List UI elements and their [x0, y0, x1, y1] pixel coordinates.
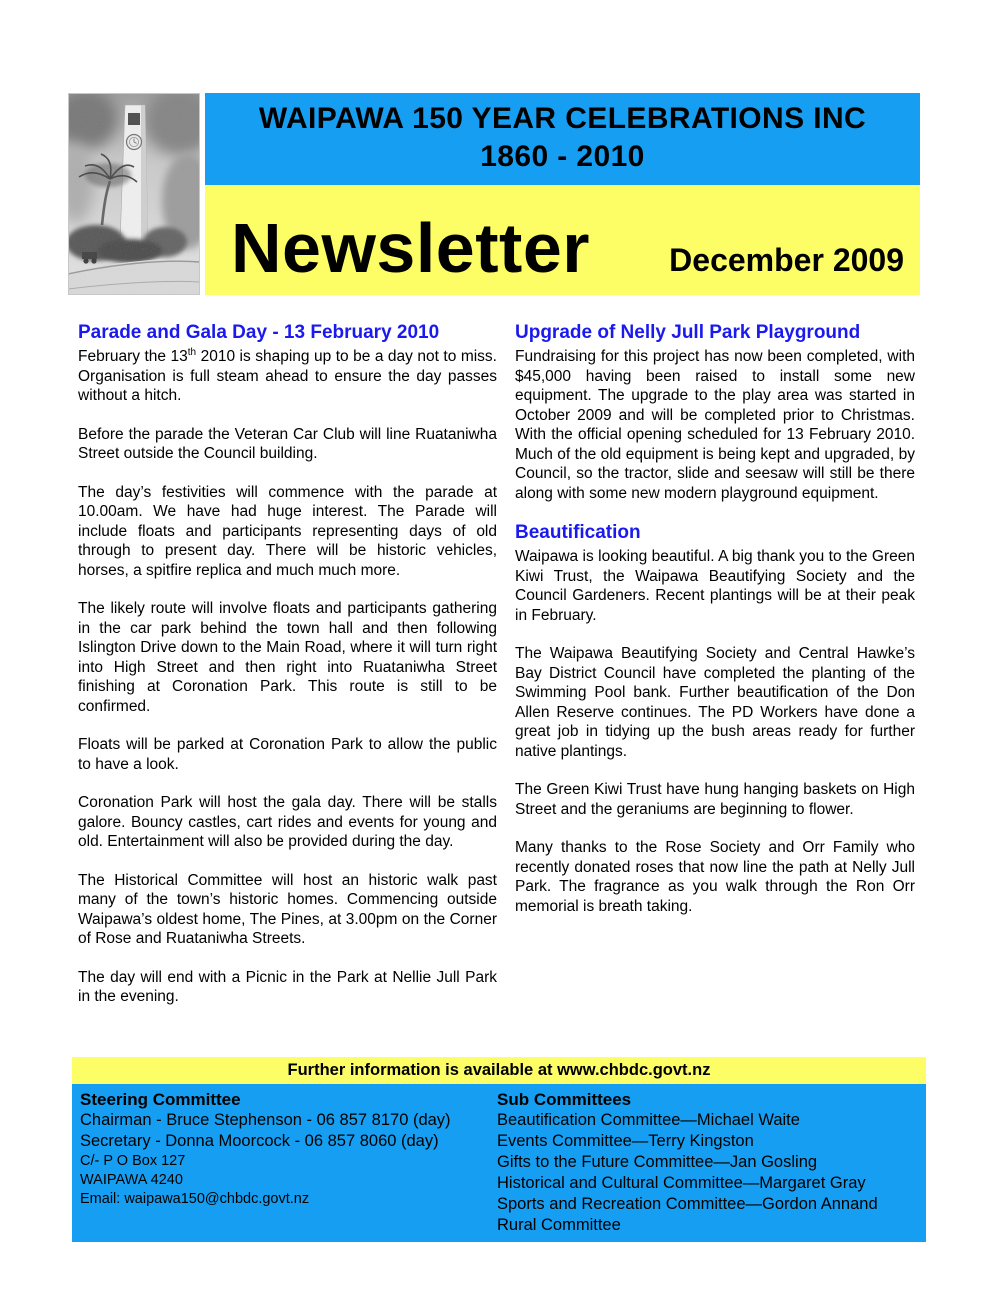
- paragraph: The day will end with a Picnic in the Park at Nellie Jull Park in the evening.: [78, 968, 497, 1005]
- newsletter-title: Newsletter: [231, 209, 591, 287]
- steering-committee-lines: [80, 1110, 497, 1152]
- clock-tower-illustration: [68, 93, 200, 295]
- sub-committees-title: Sub Committees: [497, 1090, 632, 1109]
- paragraph: Before the parade the Veteran Car Club will line Ruataniwha Street outside the Council building.: [78, 425, 497, 462]
- steering-committee-block: [80, 1089, 497, 1242]
- paragraph: Waipawa is looking beautiful. A big thank you to the Green Kiwi Trust, the Waipawa Beautifying Society and the Council Gardeners. Recent plantings will be at their peak in February.: [515, 548, 915, 624]
- clock-tower-photo: [68, 93, 200, 295]
- organisation-title: WAIPAWA 150 YEAR CELEBRATIONS INC: [258, 102, 867, 135]
- paragraph-playground: Fundraising for this project has now been completed, with $45,000 having been raised to install some new equipment. The upgrade to the play area was started in October 2009 and will be completed prior to Christmas. With the official opening scheduled for 13 February 2010. Much of the old equipment is being kept and upgraded, by Council, so the tractor, slide and seesaw will still be there along with some new modern playground equipment.: [515, 348, 915, 502]
- article-heading-parade: Parade and Gala Day - 13 February 2010: [78, 322, 440, 343]
- intro-text-after: 2010 is shaping up to be a day not to miss. Organisation is full steam ahead to ensure the day passes without a hitch.: [78, 348, 497, 404]
- committee-line: Sports and Recreation Committee—Gordon Annand: [497, 1195, 878, 1213]
- beautification-paragraphs: [515, 547, 915, 916]
- sub-committees-block: [497, 1089, 926, 1242]
- contact-line: Email: waipawa150@chbdc.govt.nz: [80, 1191, 310, 1207]
- parade-paragraphs: [78, 425, 497, 1007]
- contact-line: WAIPAWA 4240: [80, 1172, 183, 1188]
- paragraph: Floats will be parked at Coronation Park to allow the public to have a look.: [78, 736, 497, 773]
- superscript-th: th: [187, 346, 197, 358]
- paragraph: The Green Kiwi Trust have hung hanging baskets on High Street and the geraniums are beginning to flower.: [515, 781, 915, 818]
- left-column: [78, 322, 497, 1026]
- issue-date: December 2009: [669, 242, 904, 278]
- committee-line: Beautification Committee—Michael Waite: [497, 1111, 800, 1129]
- right-column: [515, 322, 915, 935]
- contact-line: C/- P O Box 127: [80, 1153, 186, 1169]
- paragraph: The day’s festivities will commence with the parade at 10.00am. We have had huge interest. The Parade will include floats and participants representing days of old through to present day. There will be historic vehicles, horses, a spitfire replica and much much more.: [78, 483, 497, 579]
- committee-line: Gifts to the Future Committee—Jan Gosling: [497, 1153, 818, 1171]
- masthead-title-block: [205, 93, 920, 185]
- anniversary-years: 1860 - 2010: [480, 140, 645, 173]
- sub-committee-lines: [497, 1110, 926, 1236]
- committee-line: Events Committee—Terry Kingston: [497, 1132, 754, 1150]
- paragraph: The likely route will involve floats and participants gathering in the car park behind the town hall and then following Islington Drive down to the Main Road, where it will turn right into High Street and then right into Ruataniwha Street finishing at Coronation Park. This route is still to be confirmed.: [78, 600, 497, 715]
- paragraph: The Historical Committee will host an historic walk past many of the town’s historic homes. Commencing outside Waipawa’s oldest home, The Pines, at 3.00pm on the Corner of Rose and Ruataniwha Streets.: [78, 871, 497, 947]
- committee-line: Historical and Cultural Committee—Margaret Gray: [497, 1174, 866, 1192]
- committees-footer: [72, 1084, 926, 1242]
- paragraph-parade-intro: [78, 347, 497, 406]
- steering-contact-lines: [80, 1152, 497, 1209]
- steering-committee-title: Steering Committee: [80, 1090, 241, 1109]
- intro-text-before: February the 13: [78, 348, 188, 365]
- article-heading-beautification: Beautification: [515, 522, 641, 543]
- paragraph: Coronation Park will host the gala day. There will be stalls galore. Bouncy castles, cart rides and events for young and old. Entertainment will also be provided during the day.: [78, 794, 497, 850]
- article-heading-playground: Upgrade of Nelly Jull Park Playground: [515, 322, 861, 343]
- paragraph: Many thanks to the Rose Society and Orr Family who recently donated roses that now line the path at Nelly Jull Park. The fragrance as you walk through the Ron Orr memorial is breath taking.: [515, 839, 915, 915]
- committee-line: Chairman - Bruce Stephenson - 06 857 8170 (day): [80, 1111, 451, 1129]
- committee-line: Rural Committee: [497, 1216, 621, 1234]
- masthead-newsletter-block: [205, 185, 920, 295]
- paragraph: The Waipawa Beautifying Society and Central Hawke’s Bay District Council have completed the planting of the Swimming Pool bank. Further beautification of the Don Allen Reserve continues. The PD Workers have done a great job in tidying up the bush areas ready for further native plantings.: [515, 645, 915, 760]
- info-banner: Further information is available at www.chbdc.govt.nz: [72, 1057, 926, 1084]
- committee-line: Secretary - Donna Moorcock - 06 857 8060 (day): [80, 1132, 439, 1150]
